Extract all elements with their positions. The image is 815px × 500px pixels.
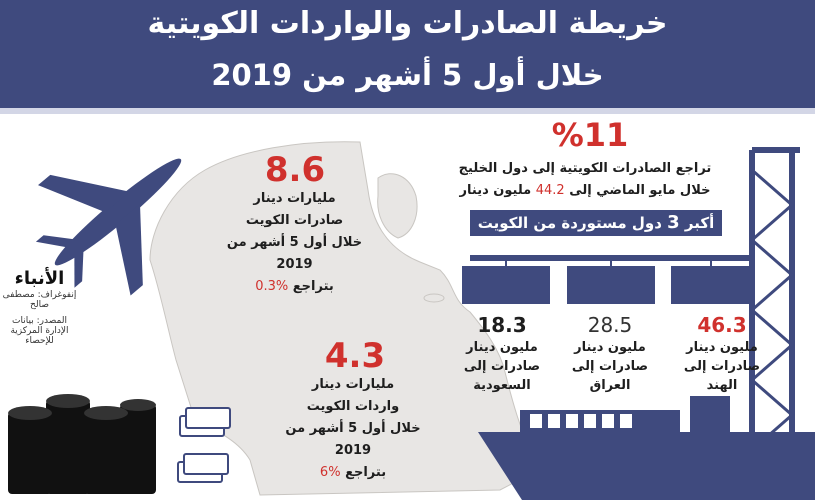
title-line-1: خريطة الصادرات والواردات الكويتية — [147, 6, 668, 41]
imports-value: 4.3 — [324, 336, 386, 376]
oil-barrels — [8, 394, 156, 494]
top-importers-banner: أكبر 3 دول مستوردة من الكويت — [470, 210, 722, 236]
cargo-ship-icon — [478, 396, 815, 500]
source: المصدر: بيانات الإدارة المركزية للإحصاء — [10, 316, 69, 346]
money-stack-icon — [178, 408, 230, 482]
imports-text: مليارات دينار واردات الكويت خلال أول 5 أشهر من 2019 بتراجع %6 — [285, 377, 421, 480]
country-india: 46.3 مليون دينار صادرات إلى الهند — [683, 313, 761, 393]
exports-text: مليارات دينار صادرات الكويت خلال أول 5 أشهر من 2019 بتراجع %0.3 — [226, 191, 363, 294]
exports-value: 8.6 — [264, 150, 326, 190]
failaka-island — [424, 294, 444, 302]
gulf-decline-value: %11 — [551, 116, 629, 154]
bubiyan-island — [378, 174, 417, 238]
containers — [462, 258, 751, 304]
country-iraq: 28.5 مليون دينار صادرات إلى العراق — [571, 313, 649, 393]
credit: إنفوغراف: مصطفى صالح — [2, 290, 77, 310]
gulf-text: تراجع الصادرات الكويتية إلى دول الخليج خلال مايو الماضي إلى 44.2 مليون دينار — [458, 161, 712, 198]
country-saudi: 18.3 مليون دينار صادرات إلى السعودية — [463, 313, 541, 393]
logo: الأنباء — [14, 268, 65, 289]
title-line-2: خلال أول 5 أشهر من 2019 — [211, 58, 604, 92]
